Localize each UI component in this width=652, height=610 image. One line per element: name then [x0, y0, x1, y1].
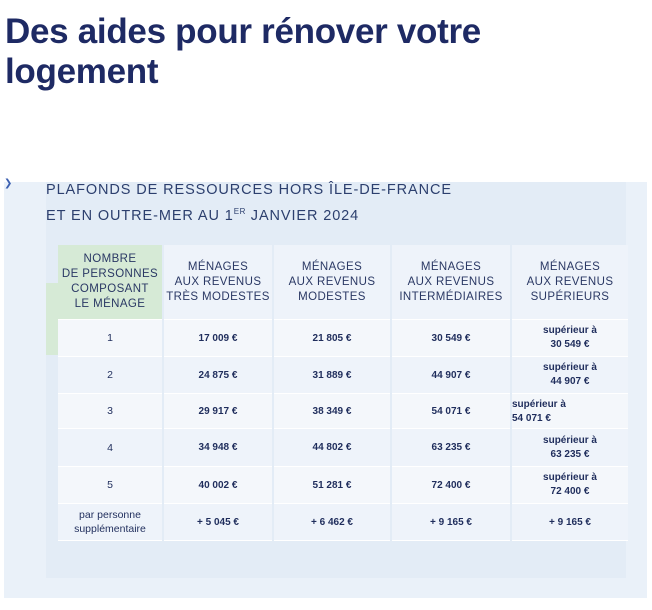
- income-ceiling-table: [58, 245, 628, 541]
- header-text: NOMBRE: [83, 253, 137, 265]
- header-text: MÉNAGES: [301, 260, 363, 273]
- header-text: MÉNAGES: [187, 260, 249, 273]
- header-cell-persons: [58, 245, 162, 320]
- cell-tres-modestes: 29 917 €: [164, 394, 272, 429]
- header-text: MÉNAGES: [539, 260, 601, 273]
- cell-intermediaires: 63 235 €: [392, 429, 510, 467]
- table-title-line2-pre: ET EN OUTRE-MER AU 1: [46, 207, 234, 224]
- header-text: AUX REVENUS: [288, 275, 376, 288]
- header-text: TRÈS MODESTES: [166, 290, 270, 303]
- header-text: MODESTES: [298, 290, 366, 303]
- cell-superieurs-label: supérieur à: [543, 434, 597, 446]
- corner-mark-icon: ❯: [4, 178, 13, 189]
- cell-superieurs-label: supérieur à: [543, 362, 597, 373]
- header-text: AUX REVENUS: [526, 275, 614, 288]
- cell-superieurs: [512, 394, 628, 429]
- cell-superieurs-label: supérieur à: [512, 399, 566, 410]
- cell-superieurs-value: 44 907 €: [550, 376, 590, 387]
- cell-persons: 2: [58, 357, 162, 394]
- cell-persons-extra-line2: supplémentaire: [74, 523, 146, 535]
- page-title: Des aides pour rénover votre logement: [5, 12, 481, 91]
- cell-tres-modestes: 17 009 €: [164, 320, 272, 357]
- cell-modestes: 31 889 €: [274, 357, 390, 394]
- header-accent: [46, 283, 58, 355]
- cell-superieurs: [512, 320, 628, 357]
- cell-superieurs-label: supérieur à: [543, 472, 597, 483]
- cell-superieurs-value: 30 549 €: [550, 339, 590, 350]
- cell-modestes: 38 349 €: [274, 394, 390, 429]
- header-text: SUPÉRIEURS: [530, 290, 610, 303]
- cell-superieurs: [512, 429, 628, 467]
- cell-modestes: 21 805 €: [274, 320, 390, 357]
- header-text: MÉNAGES: [420, 260, 482, 273]
- cell-superieurs: + 9 165 €: [512, 504, 628, 541]
- cell-intermediaires: 54 071 €: [392, 394, 510, 429]
- table-title-line2-sup: ER: [233, 207, 246, 216]
- cell-persons-extra: [58, 504, 162, 541]
- cell-superieurs-value: 54 071 €: [512, 413, 551, 424]
- cell-persons: 5: [58, 467, 162, 504]
- cell-superieurs-value: 63 235 €: [550, 448, 590, 460]
- cell-intermediaires: 72 400 €: [392, 467, 510, 504]
- header-text: COMPOSANT: [71, 283, 149, 295]
- cell-persons: 4: [58, 429, 162, 467]
- header-cell-tres-modestes: [164, 245, 272, 320]
- cell-modestes: + 6 462 €: [274, 504, 390, 541]
- header-cell-intermediaires: [392, 245, 510, 320]
- cell-tres-modestes: 34 948 €: [164, 429, 272, 467]
- cell-superieurs-label: supérieur à: [543, 325, 597, 336]
- cell-tres-modestes: 24 875 €: [164, 357, 272, 394]
- cell-modestes: 51 281 €: [274, 467, 390, 504]
- header-text: AUX REVENUS: [174, 275, 262, 288]
- cell-persons-extra-line1: par personne: [79, 509, 141, 521]
- header-text: INTERMÉDIAIRES: [399, 290, 503, 303]
- cell-persons: 3: [58, 394, 162, 429]
- table-title-line1: PLAFONDS DE RESSOURCES HORS ÎLE-DE-FRANCE: [46, 182, 452, 198]
- cell-superieurs: [512, 357, 628, 394]
- header-text: DE PERSONNES: [61, 268, 159, 280]
- cell-persons: 1: [58, 320, 162, 357]
- header-text: LE MÉNAGE: [74, 298, 146, 310]
- cell-intermediaires: 44 907 €: [392, 357, 510, 394]
- header-text: AUX REVENUS: [407, 275, 495, 288]
- header-cell-superieurs: [512, 245, 628, 320]
- header-cell-modestes: [274, 245, 390, 320]
- cell-modestes: 44 802 €: [274, 429, 390, 467]
- table-title-line2: [46, 201, 606, 227]
- cell-superieurs: [512, 467, 628, 504]
- cell-intermediaires: + 9 165 €: [392, 504, 510, 541]
- cell-tres-modestes: + 5 045 €: [164, 504, 272, 541]
- cell-tres-modestes: 40 002 €: [164, 467, 272, 504]
- table-title-line2-post: JANVIER 2024: [245, 207, 360, 224]
- cell-intermediaires: 30 549 €: [392, 320, 510, 357]
- table-title: [46, 180, 606, 227]
- cell-superieurs-value: 72 400 €: [550, 486, 590, 497]
